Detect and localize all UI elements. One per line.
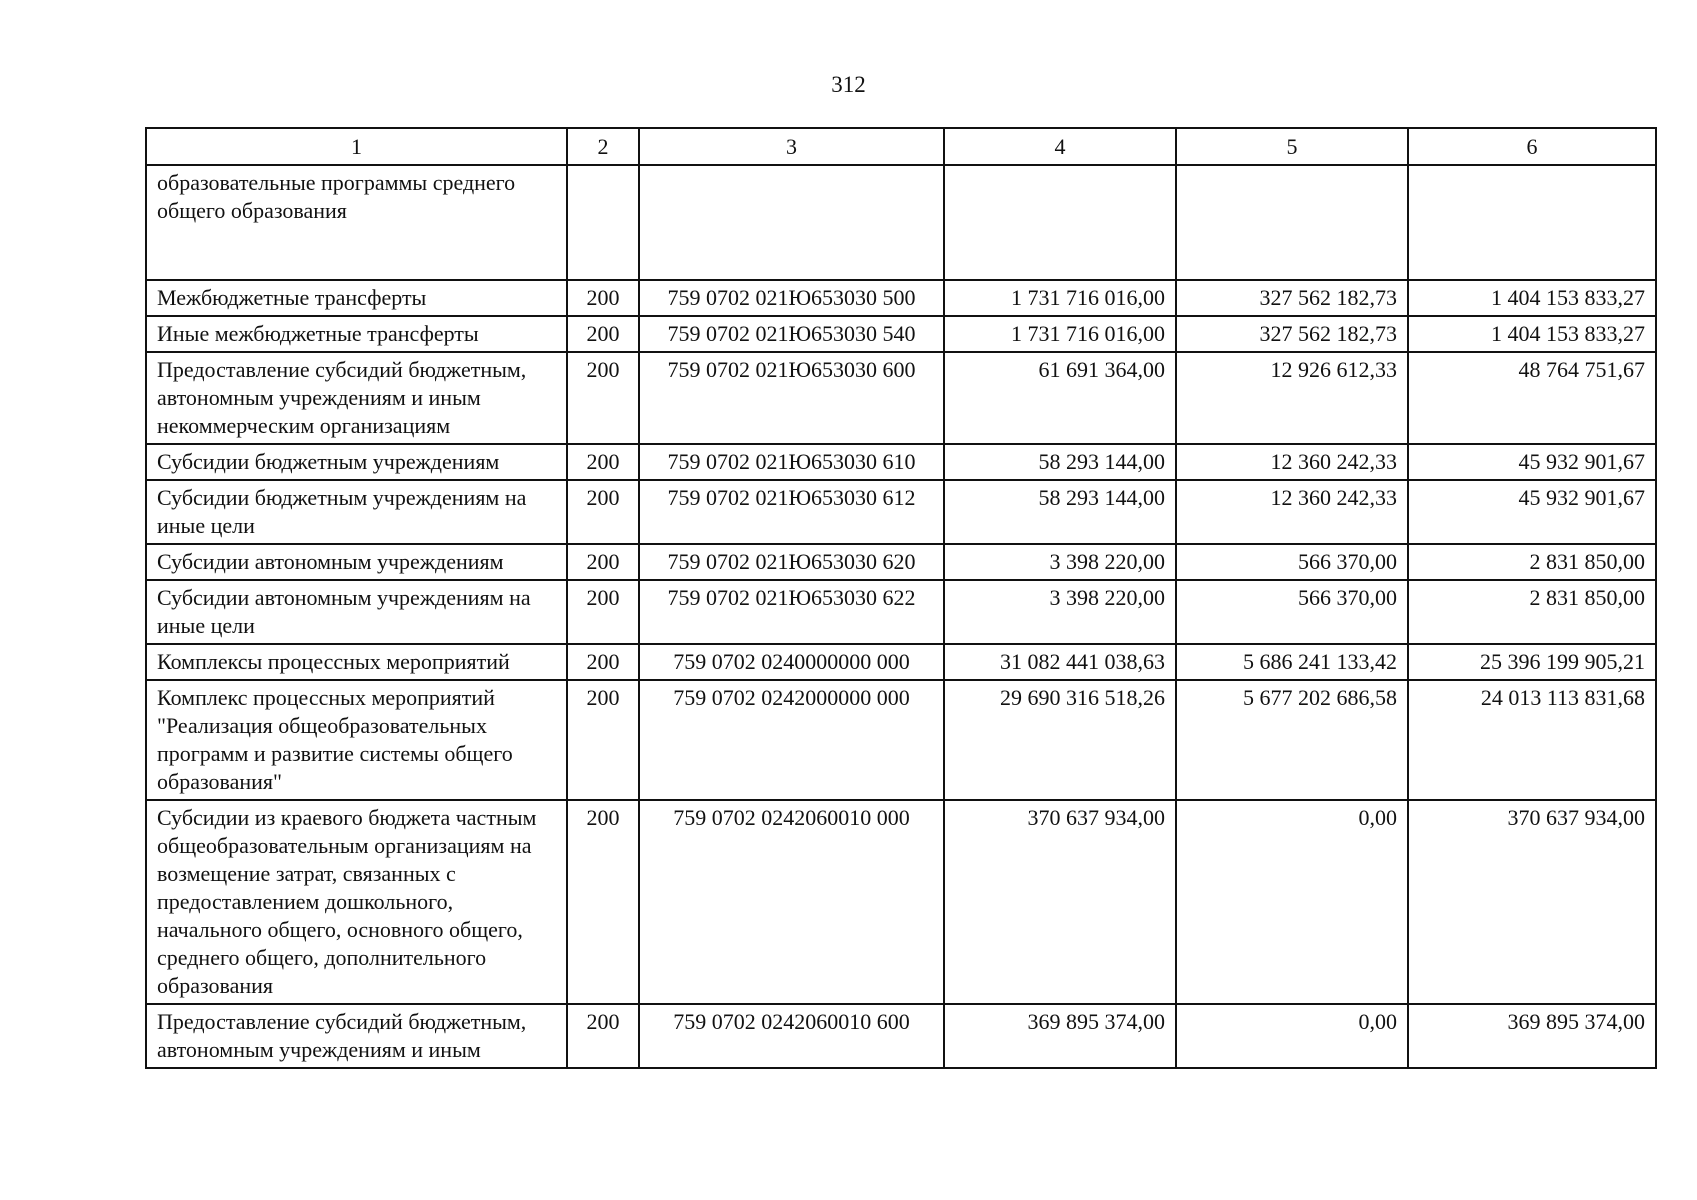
row-kbk-cell: 759 0702 0242060010 000 [639, 800, 944, 1004]
row-code-cell: 200 [567, 544, 639, 580]
row-name-cell: Субсидии автономным учреждениям [146, 544, 567, 580]
row-amount-6-cell: 370 637 934,00 [1408, 800, 1656, 1004]
budget-table [145, 127, 1657, 1069]
row-code-cell: 200 [567, 352, 639, 444]
row-name-cell: Комплекс процессных мероприятий "Реализация общеобразовательных программ и развитие системы общего образования" [146, 680, 567, 800]
row-amount-5-cell: 12 360 242,33 [1176, 444, 1408, 480]
row-name-cell: Межбюджетные трансферты [146, 280, 567, 316]
row-amount-4-cell [944, 165, 1176, 280]
row-amount-4-cell: 3 398 220,00 [944, 544, 1176, 580]
row-amount-6-cell: 1 404 153 833,27 [1408, 316, 1656, 352]
row-name-cell: Иные межбюджетные трансферты [146, 316, 567, 352]
row-code-cell: 200 [567, 480, 639, 544]
row-name-cell: образовательные программы среднего общего образования [146, 165, 567, 280]
row-name-cell: Субсидии бюджетным учреждениям [146, 444, 567, 480]
table-row [146, 800, 1656, 1004]
row-name-cell: Субсидии бюджетным учреждениям на иные цели [146, 480, 567, 544]
row-amount-5-cell: 566 370,00 [1176, 580, 1408, 644]
row-name-cell: Предоставление субсидий бюджетным, автономным учреждениям и иным некоммерческим организациям [146, 352, 567, 444]
page-number: 312 [831, 72, 866, 97]
row-amount-6-cell: 25 396 199 905,21 [1408, 644, 1656, 680]
row-kbk-cell: 759 0702 021Ю653030 622 [639, 580, 944, 644]
column-header: 6 [1408, 128, 1656, 165]
row-kbk-cell [639, 165, 944, 280]
table-body [146, 165, 1656, 1068]
table-header-row [146, 128, 1656, 165]
row-amount-5-cell: 566 370,00 [1176, 544, 1408, 580]
column-header: 5 [1176, 128, 1408, 165]
table-row [146, 680, 1656, 800]
table-row [146, 580, 1656, 644]
row-amount-6-cell: 2 831 850,00 [1408, 580, 1656, 644]
table-row [146, 644, 1656, 680]
row-code-cell: 200 [567, 680, 639, 800]
row-amount-5-cell: 327 562 182,73 [1176, 280, 1408, 316]
row-amount-5-cell: 327 562 182,73 [1176, 316, 1408, 352]
table-row [146, 544, 1656, 580]
row-amount-5-cell: 5 677 202 686,58 [1176, 680, 1408, 800]
row-kbk-cell: 759 0702 021Ю653030 600 [639, 352, 944, 444]
table-row [146, 1004, 1656, 1068]
row-amount-5-cell: 0,00 [1176, 1004, 1408, 1068]
row-amount-6-cell: 45 932 901,67 [1408, 444, 1656, 480]
row-amount-6-cell: 24 013 113 831,68 [1408, 680, 1656, 800]
table-row [146, 444, 1656, 480]
row-kbk-cell: 759 0702 021Ю653030 500 [639, 280, 944, 316]
row-code-cell: 200 [567, 644, 639, 680]
row-amount-6-cell: 2 831 850,00 [1408, 544, 1656, 580]
row-amount-4-cell: 1 731 716 016,00 [944, 280, 1176, 316]
row-amount-4-cell: 3 398 220,00 [944, 580, 1176, 644]
row-code-cell: 200 [567, 444, 639, 480]
row-amount-4-cell: 370 637 934,00 [944, 800, 1176, 1004]
row-kbk-cell: 759 0702 0242000000 000 [639, 680, 944, 800]
row-amount-4-cell: 58 293 144,00 [944, 480, 1176, 544]
row-amount-6-cell: 45 932 901,67 [1408, 480, 1656, 544]
row-amount-6-cell: 1 404 153 833,27 [1408, 280, 1656, 316]
row-code-cell: 200 [567, 280, 639, 316]
row-amount-5-cell: 12 926 612,33 [1176, 352, 1408, 444]
row-code-cell [567, 165, 639, 280]
table-row [146, 165, 1656, 280]
table-row [146, 480, 1656, 544]
row-kbk-cell: 759 0702 021Ю653030 610 [639, 444, 944, 480]
row-name-cell: Субсидии из краевого бюджета частным общеобразовательным организациям на возмещение затрат, связанных с предоставлением дошкольного, начального общего, основного общего, среднего общего, дополнительного образования [146, 800, 567, 1004]
row-code-cell: 200 [567, 1004, 639, 1068]
row-kbk-cell: 759 0702 021Ю653030 540 [639, 316, 944, 352]
row-kbk-cell: 759 0702 021Ю653030 612 [639, 480, 944, 544]
row-code-cell: 200 [567, 580, 639, 644]
row-amount-5-cell: 0,00 [1176, 800, 1408, 1004]
row-kbk-cell: 759 0702 0242060010 600 [639, 1004, 944, 1068]
row-amount-6-cell: 369 895 374,00 [1408, 1004, 1656, 1068]
column-header: 3 [639, 128, 944, 165]
table-row [146, 280, 1656, 316]
row-code-cell: 200 [567, 800, 639, 1004]
row-amount-4-cell: 369 895 374,00 [944, 1004, 1176, 1068]
row-amount-5-cell: 5 686 241 133,42 [1176, 644, 1408, 680]
table-row [146, 316, 1656, 352]
row-amount-6-cell [1408, 165, 1656, 280]
row-kbk-cell: 759 0702 0240000000 000 [639, 644, 944, 680]
row-amount-4-cell: 58 293 144,00 [944, 444, 1176, 480]
row-amount-6-cell: 48 764 751,67 [1408, 352, 1656, 444]
column-header: 4 [944, 128, 1176, 165]
row-amount-4-cell: 29 690 316 518,26 [944, 680, 1176, 800]
row-amount-4-cell: 1 731 716 016,00 [944, 316, 1176, 352]
column-header: 1 [146, 128, 567, 165]
row-name-cell: Предоставление субсидий бюджетным, автономным учреждениям и иным [146, 1004, 567, 1068]
row-amount-5-cell: 12 360 242,33 [1176, 480, 1408, 544]
column-header: 2 [567, 128, 639, 165]
row-name-cell: Комплексы процессных мероприятий [146, 644, 567, 680]
row-amount-4-cell: 31 082 441 038,63 [944, 644, 1176, 680]
table-row [146, 352, 1656, 444]
row-amount-4-cell: 61 691 364,00 [944, 352, 1176, 444]
row-code-cell: 200 [567, 316, 639, 352]
row-kbk-cell: 759 0702 021Ю653030 620 [639, 544, 944, 580]
row-name-cell: Субсидии автономным учреждениям на иные цели [146, 580, 567, 644]
row-amount-5-cell [1176, 165, 1408, 280]
